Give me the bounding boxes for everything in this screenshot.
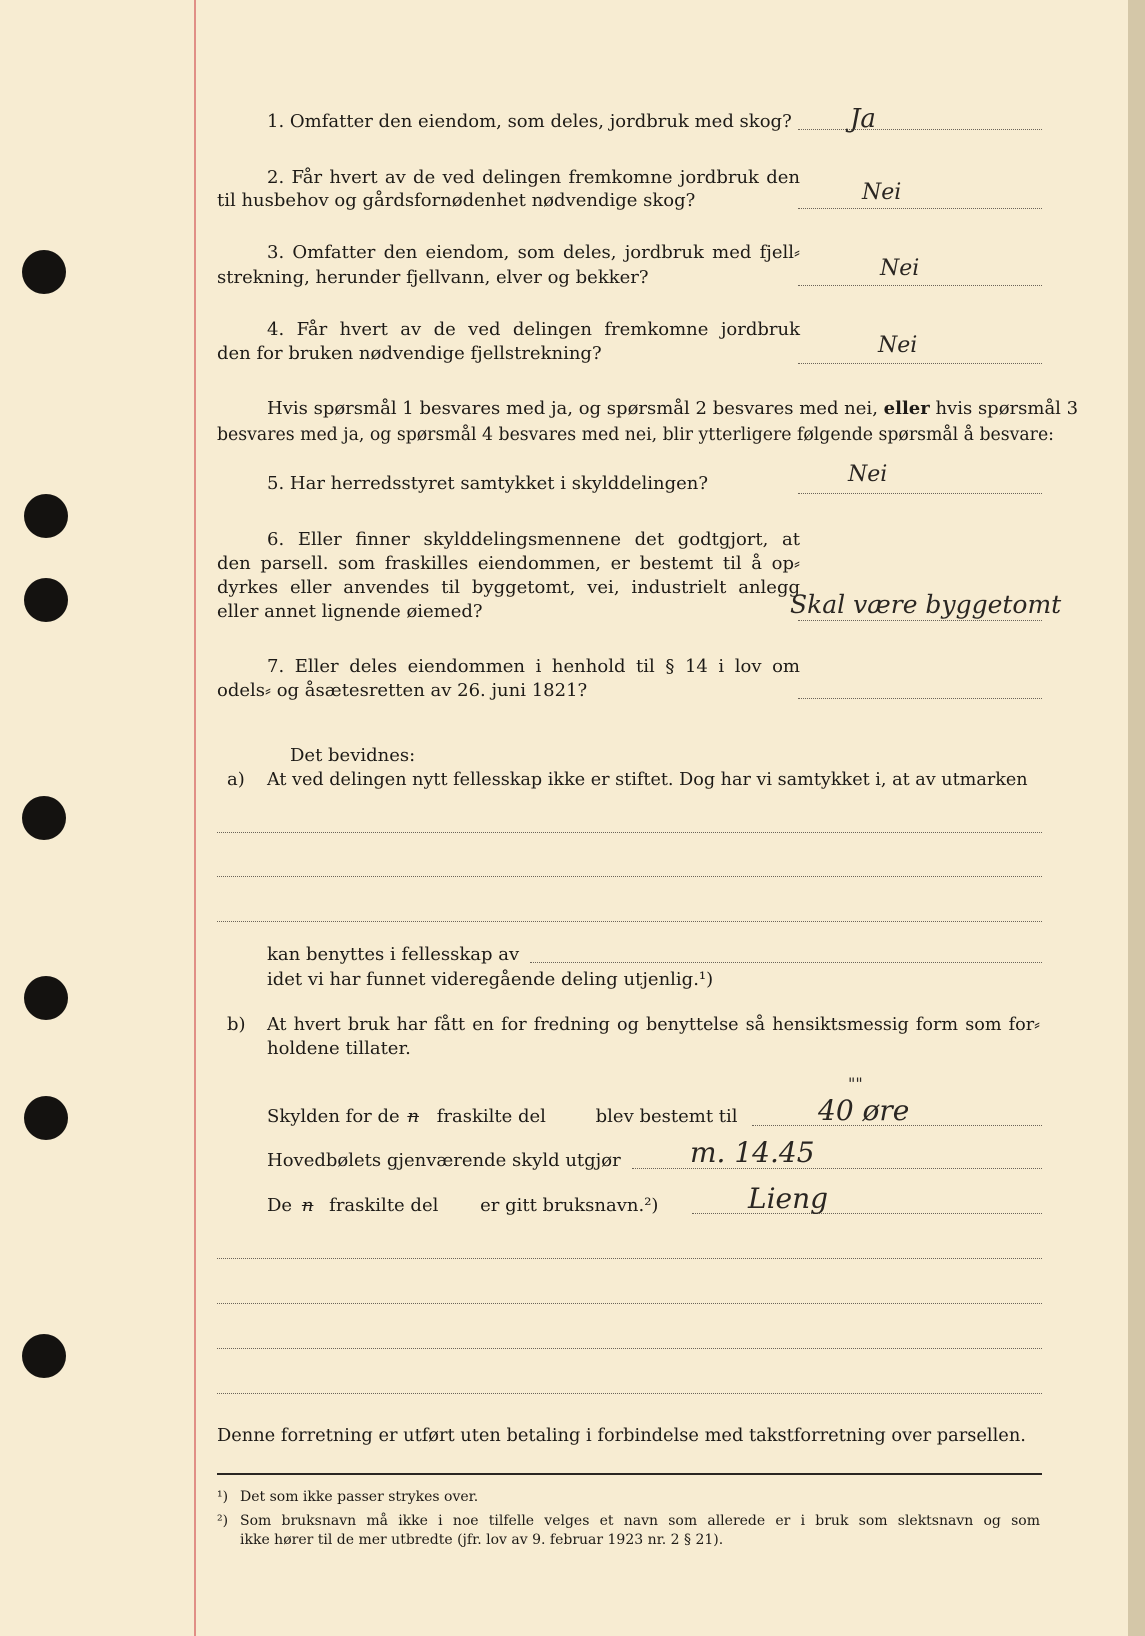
question-5: 5. Har herredsstyret samtykket i skylddelingen?: [267, 473, 708, 494]
blank-line: [217, 1258, 1042, 1259]
question-7-line-2: odels⸗ og åsætesretten av 26. juni 1821?: [217, 680, 588, 701]
answer-5: Nei: [848, 462, 888, 487]
punch-hole: [24, 578, 68, 622]
bruksnavn-label: De n fraskilte del er gitt bruksnavn.²): [267, 1195, 659, 1216]
blank-line: [217, 921, 1042, 922]
punch-hole: [24, 1096, 68, 1140]
further-division-text: idet vi har funnet videregående deling utjenlig.¹): [267, 969, 714, 990]
red-margin-line: [194, 0, 196, 1636]
answer-3: Nei: [880, 256, 920, 281]
attest-heading: Det bevidnes:: [290, 745, 416, 766]
footnote-1-mark: ¹): [217, 1489, 229, 1505]
attest-a-text: At ved delingen nytt fellesskap ikke er stiftet. Dog har vi samtykket i, at av utmarken: [267, 770, 1028, 790]
condition-emphasis: eller: [883, 398, 930, 419]
question-7-line-1: 7. Eller deles eiendommen i henhold til § 14 i lov om: [267, 656, 800, 677]
skyld-value: 40 øre: [818, 1094, 910, 1127]
answer-line-5: [798, 493, 1042, 494]
bruksnavn-line: [692, 1213, 1042, 1214]
condition-line-1: Hvis spørsmål 1 besvares med ja, og spørsmål 2 besvares med nei, eller hvis spørsmål 3: [267, 398, 1079, 419]
footnote-2-line-2: ikke hører til de mer utbredte (jfr. lov av 9. februar 1923 nr. 2 § 21).: [240, 1532, 724, 1548]
punch-hole: [24, 976, 68, 1020]
question-4-line-1: 4. Får hvert av de ved delingen fremkomne jordbruk: [267, 319, 800, 340]
attest-b-line-1: At hvert bruk har fått en for fredning og benyttelse så hensiktsmessig form som for⸗: [267, 1015, 1040, 1035]
blank-line: [217, 1393, 1042, 1394]
punch-hole: [22, 796, 66, 840]
footnote-2-line-1: Som bruksnavn må ikke i noe tilfelle velges et navn som allerede er i bruk som slektsnavn og som: [240, 1513, 1040, 1529]
punch-hole: [22, 1334, 66, 1378]
answer-line-4: [798, 363, 1042, 364]
question-4-line-2: den for bruken nødvendige fjellstrekning?: [217, 343, 602, 364]
question-2-line-1: 2. Får hvert av de ved delingen fremkomne jordbruk den: [267, 167, 800, 188]
answer-line-2: [798, 208, 1042, 209]
footnote-1: Det som ikke passer strykes over.: [240, 1489, 479, 1505]
answer-line-1: [798, 129, 1042, 130]
condition-line-2: besvares med ja, og spørsmål 4 besvares med nei, blir ytterligere følgende spørsmål å besvare:: [217, 425, 1054, 445]
blank-line: [217, 832, 1042, 833]
answer-4: Nei: [878, 333, 918, 358]
page-edge: [1128, 0, 1145, 1636]
common-use-line: [530, 962, 1042, 963]
struck-letter: n: [301, 1195, 314, 1216]
blank-line: [217, 1348, 1042, 1349]
answer-line-3: [798, 285, 1042, 286]
answer-6: Skal være byggetomt: [790, 590, 1062, 619]
punch-hole: [22, 250, 66, 294]
attest-b-label: b): [227, 1014, 246, 1035]
bruksnavn-value: Lieng: [748, 1182, 829, 1215]
question-6-line-2: den parsell. som fraskilles eiendommen, er bestemt til å op⸗: [217, 553, 800, 574]
question-6-line-3: dyrkes eller anvendes til byggetomt, vei, industrielt anlegg: [217, 577, 800, 598]
attest-b-line-2: holdene tillater.: [267, 1038, 411, 1059]
footnote-rule: [217, 1473, 1042, 1475]
skyld-mark: "": [848, 1074, 863, 1093]
skyld-label: Skylden for de n fraskilte del blev bestemt til: [267, 1106, 738, 1127]
punch-hole: [24, 494, 68, 538]
hovedbol-value: m. 14.45: [690, 1136, 815, 1169]
common-use-label: kan benyttes i fellesskap av: [267, 944, 520, 965]
answer-2: Nei: [862, 180, 902, 205]
question-6-line-1: 6. Eller finner skylddelingsmennene det godtgjort, at: [267, 529, 800, 550]
blank-line: [217, 876, 1042, 877]
question-6-line-4: eller annet lignende øiemed?: [217, 601, 483, 622]
blank-line: [217, 1303, 1042, 1304]
answer-1: Ja: [850, 104, 876, 134]
answer-line-7: [798, 698, 1042, 699]
question-2-line-2: til husbehov og gårdsfornødenhet nødvendige skog?: [217, 190, 696, 211]
question-1: 1. Omfatter den eiendom, som deles, jordbruk med skog?: [267, 111, 792, 132]
attest-a-label: a): [227, 769, 245, 790]
footnote-2-mark: ²): [217, 1513, 229, 1529]
question-3-line-2: strekning, herunder fjellvann, elver og bekker?: [217, 267, 649, 288]
closing-statement: Denne forretning er utført uten betaling i forbindelse med takstforretning over parsellen.: [217, 1425, 1026, 1446]
struck-letter: n: [407, 1106, 419, 1127]
hovedbol-label: Hovedbølets gjenværende skyld utgjør: [267, 1150, 621, 1171]
answer-line-6: [798, 620, 1042, 621]
question-3-line-1: 3. Omfatter den eiendom, som deles, jordbruk med fjell⸗: [267, 242, 800, 263]
